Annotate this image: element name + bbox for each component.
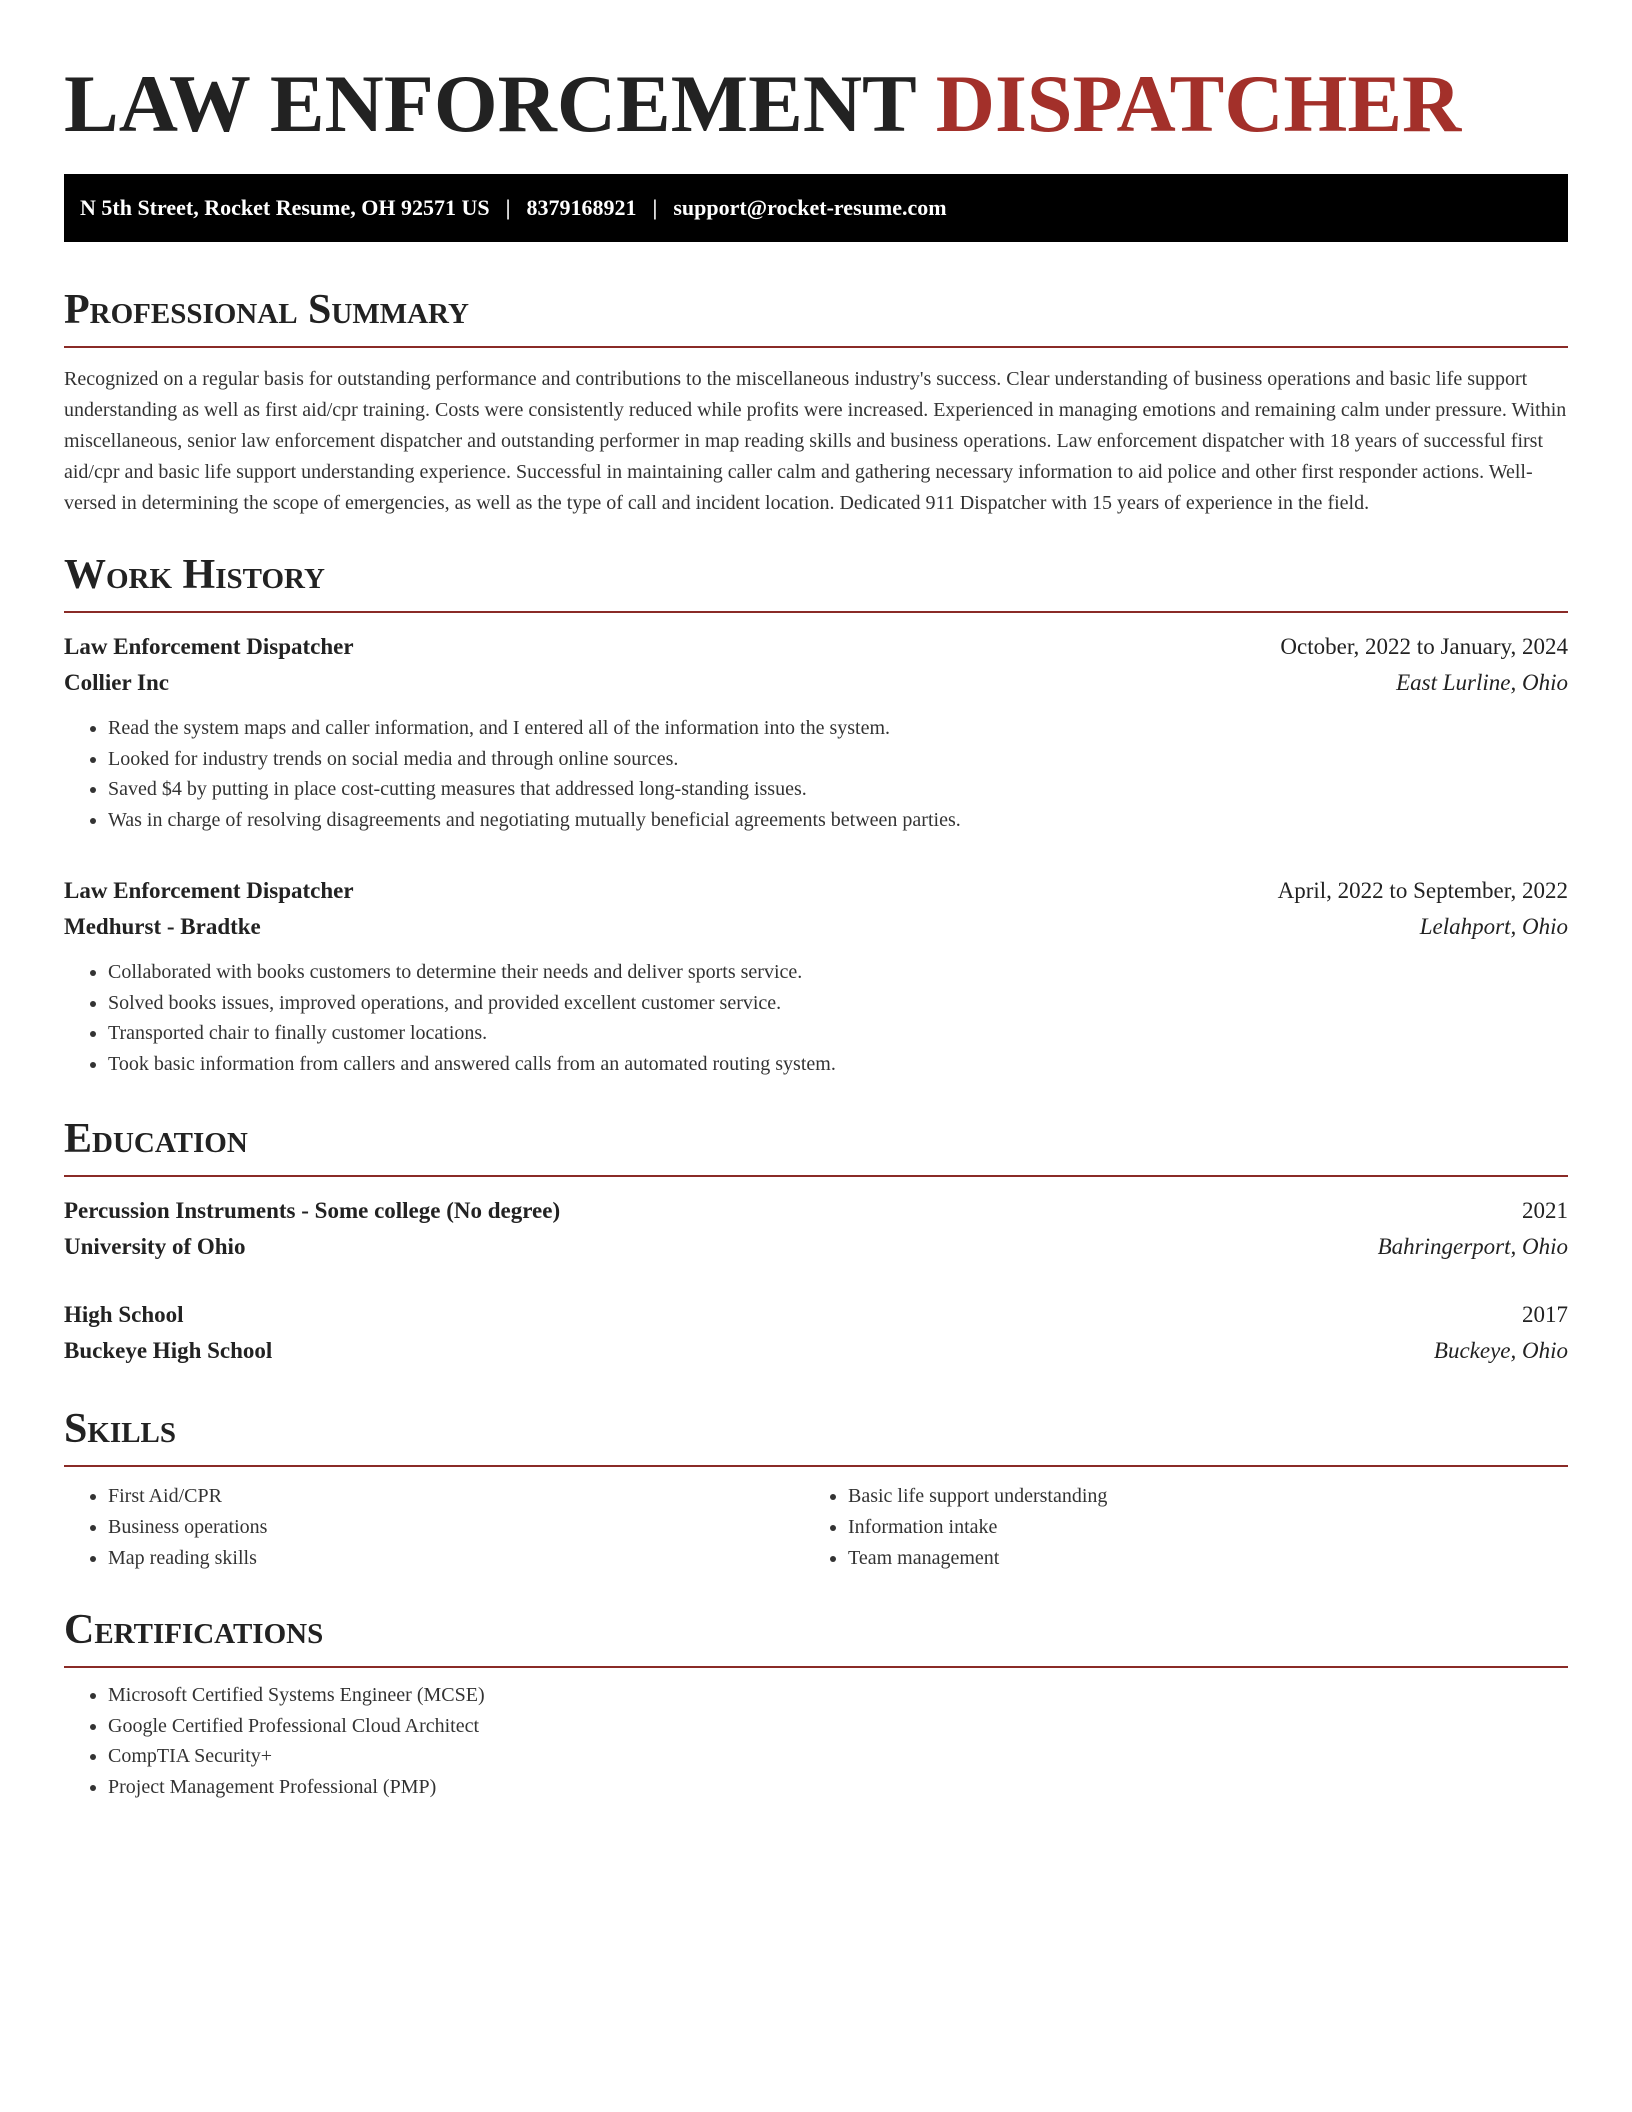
job-role: Law Enforcement Dispatcher bbox=[64, 878, 354, 903]
contact-address: N 5th Street, Rocket Resume, OH 92571 US bbox=[80, 195, 490, 220]
education-year: 2021 bbox=[1522, 1198, 1568, 1223]
contact-separator: | bbox=[505, 195, 511, 220]
job-company: Medhurst - Bradtke bbox=[64, 914, 261, 939]
education-school: University of Ohio bbox=[64, 1234, 246, 1259]
skill-item: • Map reading skills bbox=[108, 1543, 804, 1574]
certification-item: • Microsoft Certified Systems Engineer (MCSE) bbox=[108, 1680, 1568, 1711]
certifications-list bbox=[64, 1680, 1568, 1802]
education-title: Education bbox=[64, 1113, 1568, 1177]
education-entry bbox=[64, 1297, 1568, 1369]
certifications-section bbox=[64, 1604, 1568, 1802]
job-dates: October, 2022 to January, 2024 bbox=[1280, 634, 1568, 659]
name-main: LAW ENFORCEMENT bbox=[64, 58, 916, 149]
job-bullet: • Collaborated with books customers to determine their needs and deliver sports service. bbox=[108, 957, 1568, 988]
job-entry bbox=[64, 629, 1568, 835]
certifications-title: Certifications bbox=[64, 1604, 1568, 1668]
job-bullet: • Transported chair to finally customer locations. bbox=[108, 1018, 1568, 1049]
education-location: Bahringerport, Ohio bbox=[1377, 1234, 1568, 1259]
job-role: Law Enforcement Dispatcher bbox=[64, 634, 354, 659]
job-bullet: • Solved books issues, improved operations, and provided excellent customer service. bbox=[108, 988, 1568, 1019]
job-bullet: • Was in charge of resolving disagreements and negotiating mutually beneficial agreements between parties. bbox=[108, 805, 1568, 836]
skills-column-left bbox=[64, 1481, 804, 1574]
skill-item: • Team management bbox=[848, 1543, 1544, 1574]
education-section bbox=[64, 1113, 1568, 1369]
job-location: East Lurline, Ohio bbox=[1396, 670, 1568, 695]
education-school: Buckeye High School bbox=[64, 1338, 273, 1363]
job-bullet: • Took basic information from callers and answered calls from an automated routing system. bbox=[108, 1049, 1568, 1080]
work-history-section bbox=[64, 549, 1568, 1079]
skills-title: Skills bbox=[64, 1403, 1568, 1467]
certification-item: • Google Certified Professional Cloud Architect bbox=[108, 1711, 1568, 1742]
skills-section bbox=[64, 1403, 1568, 1574]
contact-phone: 8379168921 bbox=[526, 195, 637, 220]
work-history-title: Work History bbox=[64, 549, 1568, 613]
skill-item: • First Aid/CPR bbox=[108, 1481, 804, 1512]
education-entry bbox=[64, 1193, 1568, 1265]
job-bullet: • Looked for industry trends on social media and through online sources. bbox=[108, 744, 1568, 775]
job-bullet: • Read the system maps and caller information, and I entered all of the information into the system. bbox=[108, 713, 1568, 744]
summary-section bbox=[64, 284, 1568, 519]
job-bullet: • Saved $4 by putting in place cost-cutting measures that addressed long-standing issues. bbox=[108, 774, 1568, 805]
contact-email: support@rocket-resume.com bbox=[673, 195, 947, 220]
job-bullets bbox=[64, 713, 1568, 835]
education-degree: High School bbox=[64, 1302, 184, 1327]
education-year: 2017 bbox=[1522, 1302, 1568, 1327]
job-bullets bbox=[64, 957, 1568, 1079]
job-company: Collier Inc bbox=[64, 670, 169, 695]
skill-item: • Information intake bbox=[848, 1512, 1544, 1543]
skill-item: • Business operations bbox=[108, 1512, 804, 1543]
summary-title: Professional Summary bbox=[64, 284, 1568, 348]
certification-item: • Project Management Professional (PMP) bbox=[108, 1772, 1568, 1803]
name-accent: DISPATCHER bbox=[935, 58, 1462, 149]
job-entry bbox=[64, 873, 1568, 1079]
resume-name bbox=[64, 0, 1568, 150]
contact-separator: | bbox=[652, 195, 658, 220]
job-location: Lelahport, Ohio bbox=[1419, 914, 1568, 939]
summary-text: Recognized on a regular basis for outstanding performance and contributions to the miscellaneous industry's success. Clear understanding of business operations and basic life support understanding as well as first aid/cpr training. Costs were consistently reduced while profits were increased. Experienced in managing emotions and remaining calm under pressure. Within miscellaneous, senior law enforcement dispatcher and outstanding performer in map reading skills and business operations. Law enforcement dispatcher with 18 years of successful first aid/cpr and basic life support understanding experience. Successful in maintaining caller calm and gathering necessary information to aid police and other first responder actions. Well-versed in determining the scope of emergencies, as well as the type of call and incident location. Dedicated 911 Dispatcher with 15 years of experience in the field. bbox=[64, 368, 1567, 514]
education-degree: Percussion Instruments - Some college (No degree) bbox=[64, 1198, 561, 1223]
skills-grid bbox=[64, 1481, 1568, 1574]
education-location: Buckeye, Ohio bbox=[1433, 1338, 1568, 1363]
contact-bar bbox=[64, 174, 1568, 242]
resume-page bbox=[64, 0, 1568, 1802]
job-dates: April, 2022 to September, 2022 bbox=[1277, 878, 1568, 903]
skills-column-right bbox=[804, 1481, 1544, 1574]
skill-item: • Basic life support understanding bbox=[848, 1481, 1544, 1512]
certification-item: • CompTIA Security+ bbox=[108, 1741, 1568, 1772]
